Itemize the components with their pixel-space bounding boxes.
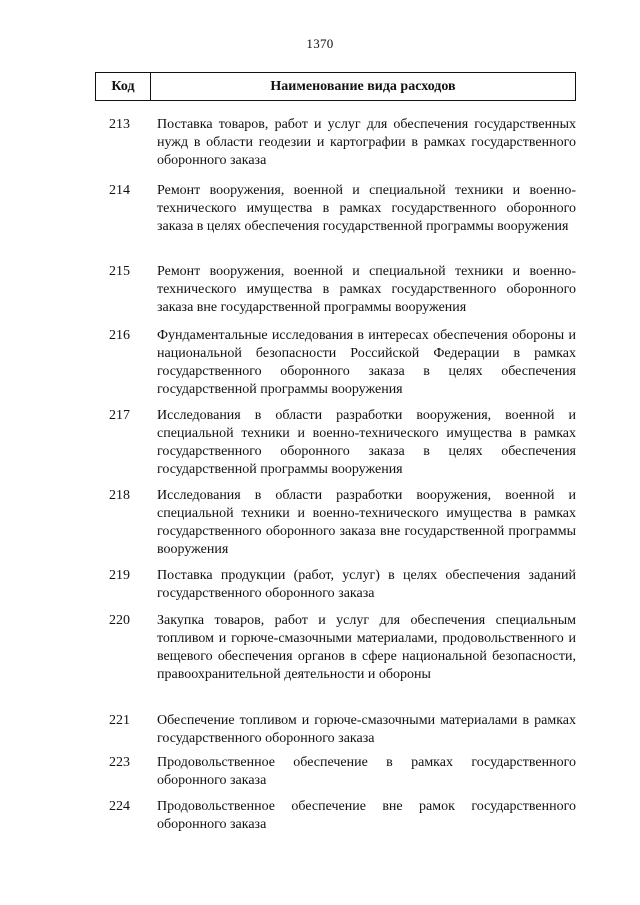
- row-code: 223: [109, 755, 130, 770]
- row-description: Исследования в области разработки вооружения, военной и специальной техники и военно-технического имущества в рамках государственного оборонного заказа вне государственной программы вооружения: [157, 488, 576, 557]
- table-header: [95, 72, 576, 101]
- row-code: 214: [109, 183, 130, 198]
- row-description: Фундаментальные исследования в интересах обеспечения обороны и национальной безопасности Российской Федерации в рамках государственного оборонного заказа в целях обеспечения государственной программы вооружения: [157, 328, 576, 397]
- row-description: Поставка продукции (работ, услуг) в целях обеспечения заданий государственного оборонного заказа: [157, 568, 576, 601]
- row-code: 216: [109, 328, 130, 343]
- row-description: Обеспечение топливом и горюче-смазочными материалами в рамках государственного оборонного заказа: [157, 713, 576, 746]
- row-description: Ремонт вооружения, военной и специальной техники и военно-технического имущества в рамках государственного оборонного заказа вне государственной программы вооружения: [157, 264, 576, 315]
- code-column-header: Код: [96, 73, 151, 100]
- row-code: 213: [109, 117, 130, 132]
- row-code: 224: [109, 799, 130, 814]
- row-code: 218: [109, 488, 130, 503]
- page-number: 1370: [306, 36, 334, 51]
- row-description: Закупка товаров, работ и услуг для обеспечения специальным топливом и горюче-смазочными материалами, продовольственного и вещевого обеспечения органов в сфере национальной безопасности, правоохранительной деятельности и обороны: [157, 613, 576, 682]
- row-description: Продовольственное обеспечение вне рамок государственного оборонного заказа: [157, 799, 576, 832]
- row-code: 219: [109, 568, 130, 583]
- row-code: 217: [109, 408, 130, 423]
- row-code: 220: [109, 613, 130, 628]
- row-code: 215: [109, 264, 130, 279]
- row-description: Продовольственное обеспечение в рамках государственного оборонного заказа: [157, 755, 576, 788]
- row-code: 221: [109, 713, 130, 728]
- row-description: Исследования в области разработки вооружения, военной и специальной техники и военно-технического имущества в рамках государственного оборонного заказа в целях обеспечения государственной программы вооружения: [157, 408, 576, 477]
- name-column-header: Наименование вида расходов: [270, 78, 456, 94]
- row-description: Ремонт вооружения, военной и специальной техники и военно-технического имущества в рамках государственного оборонного заказа в целях обеспечения государственной программы вооружения: [157, 183, 576, 234]
- row-description: Поставка товаров, работ и услуг для обеспечения государственных нужд в области геодезии и картографии в рамках государственного оборонного заказа: [157, 117, 576, 168]
